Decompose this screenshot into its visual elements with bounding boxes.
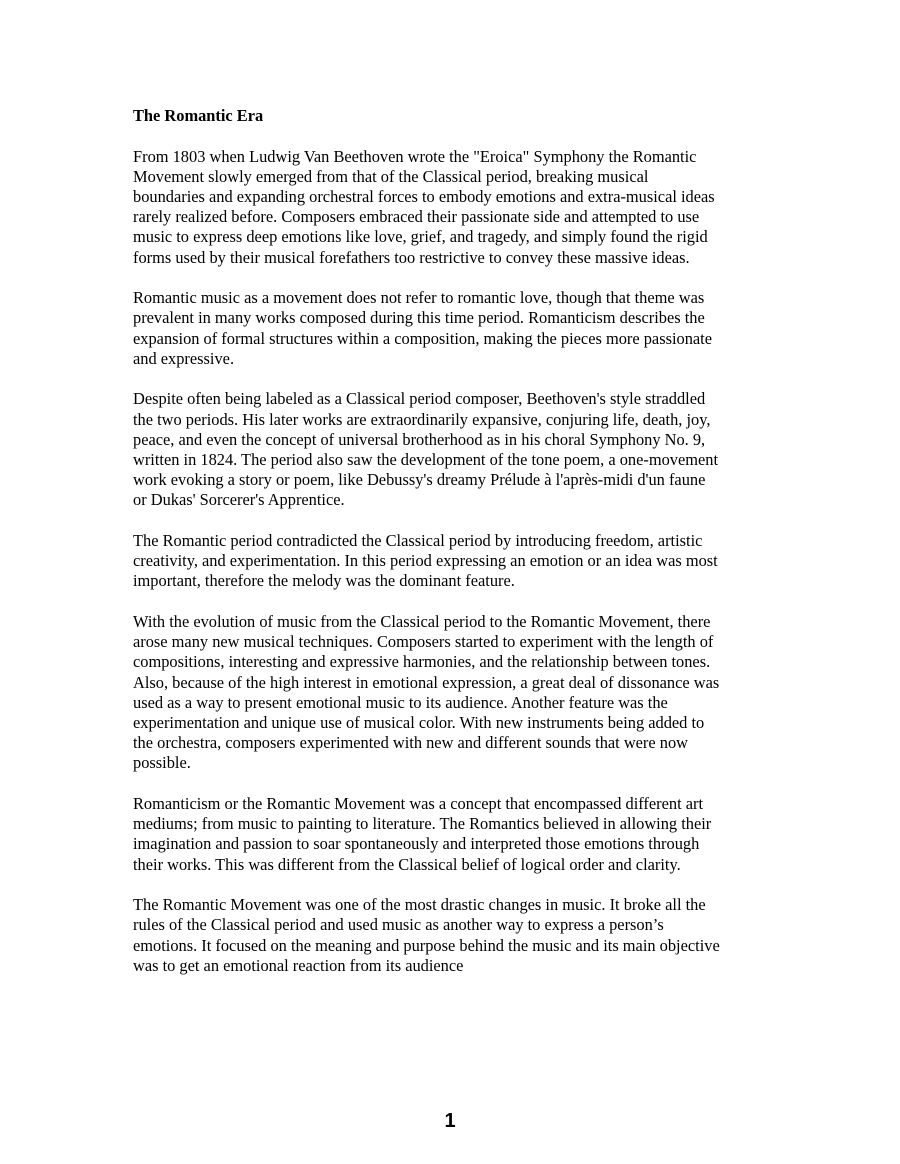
paragraph-musical-techniques: With the evolution of music from the Classical period to the Romantic Movement, there arose many new musical techniques. Composers started to experiment with the length of compositions, interesting and expressive harmonies, and the relationship between tones. Also, because of the high interest in emotional expression, a great deal of dissonance was used as a way to present emotional music to its audience. Another feature was the experimentation and unique use of musical color. With new instruments being added to the orchestra, composers experimented with new and different sounds that were now possible. bbox=[133, 612, 720, 773]
paragraph-beethoven-eroica: From 1803 when Ludwig Van Beethoven wrote the "Eroica" Symphony the Romantic Movement slowly emerged from that of the Classical period, breaking musical boundaries and expanding orchestral forces to embody emotions and extra-musical ideas rarely realized before. Composers embraced their passionate side and attempted to use music to express deep emotions like love, grief, and tragedy, and simply found the rigid forms used by their musical forefathers too restrictive to convey these massive ideas. bbox=[133, 146, 715, 267]
paragraph-art-mediums: Romanticism or the Romantic Movement was a concept that encompassed different art mediums; from music to painting to literature. The Romantics believed in allowing their imagination and passion to soar spontaneously and interpreted those emotions through their works. This was different from the Classical belief of logical order and clarity. bbox=[133, 794, 712, 874]
paragraph-drastic-changes: The Romantic Movement was one of the most drastic changes in music. It broke all the rules of the Classical period and used music as another way to express a person’s emotions. It focused on the meaning and purpose behind the music and its main objective was to get an emotional reaction from its audience bbox=[133, 895, 720, 975]
paragraph-beethoven-style: Despite often being labeled as a Classical period composer, Beethoven's style straddled the two periods. His later works are extraordinarily expansive, conjuring life, death, joy, peace, and even the concept of universal brotherhood as in his choral Symphony No. 9, written in 1824. The period also saw the development of the tone poem, a one-movement work evoking a story or poem, like Debussy's dreamy Prélude à l'après-midi d'un faune or Dukas' Sorcerer's Apprentice. bbox=[133, 389, 719, 510]
paragraph-freedom-experimentation: The Romantic period contradicted the Classical period by introducing freedom, artistic creativity, and experimentation. In this period expressing an emotion or an idea was most important, therefore the melody was the dominant feature. bbox=[133, 531, 718, 591]
paragraph-romantic-music-definition: Romantic music as a movement does not refer to romantic love, though that theme was prevalent in many works composed during this time period. Romanticism describes the expansion of formal structures within a composition, making the pieces more passionate and expressive. bbox=[133, 288, 712, 368]
document-title: The Romantic Era bbox=[133, 106, 264, 125]
page-number: 1 bbox=[444, 1110, 456, 1132]
document-body bbox=[133, 106, 773, 996]
